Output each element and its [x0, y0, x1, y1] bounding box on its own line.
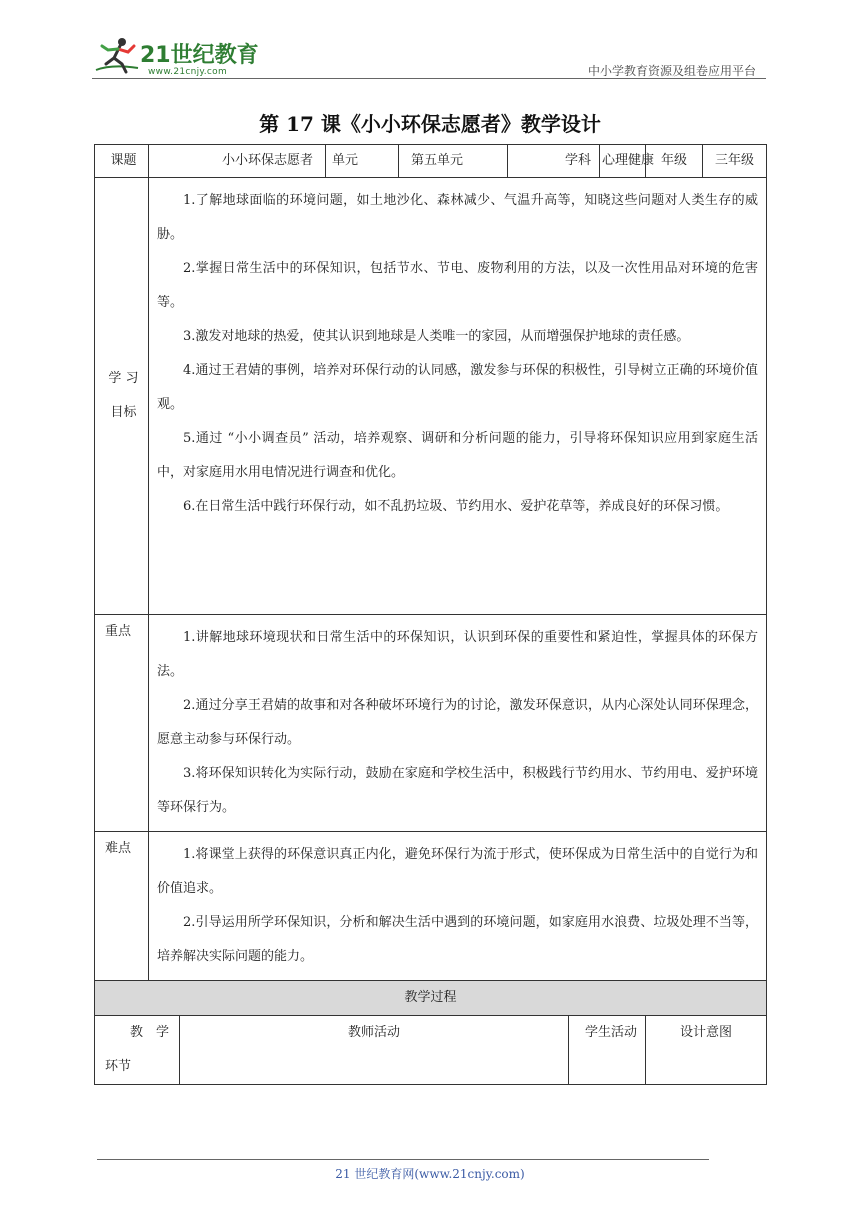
- difficulties-row: [95, 832, 767, 981]
- footer-text[interactable]: 21 世纪教育网(www.21cnjy.com): [335, 1167, 525, 1181]
- key-point-item: 2.通过分享王君婧的故事和对各种破坏环境行为的讨论，激发环保意识，从内心深处认同环保理念，愿意主动参与环保行动。: [157, 698, 759, 747]
- platform-name: 中小学教育资源及组卷应用平台: [587, 64, 756, 78]
- objectives-label-line1: 学 习: [108, 371, 139, 386]
- objective-item: 4.通过王君婧的事例，培养对环保行动的认同感，激发参与环保的积极性，引导树立正确的环境价值观。: [157, 363, 759, 412]
- info-row: [95, 145, 767, 178]
- key-point-item: 1.讲解地球环境现状和日常生活中的环保知识，认识到环保的重要性和紧迫性，掌握具体的环保方法。: [157, 630, 759, 679]
- process-title-row: [95, 981, 767, 1016]
- key-point-item: 3.将环保知识转化为实际行动，鼓励在家庭和学校生活中，积极践行节约用水、节约用电、爱护环境等环保行为。: [157, 766, 759, 815]
- grade-value: 三年级: [703, 145, 767, 178]
- objective-item: 1.了解地球面临的环境问题，如土地沙化、森林减少、气温升高等，知晓这些问题对人类生存的威胁。: [157, 193, 759, 242]
- topic-value: 小小环保志愿者: [149, 145, 326, 178]
- logo-url: www.21cnjy.com: [148, 67, 228, 77]
- teacher-column-header: 教师活动: [180, 1016, 569, 1085]
- objective-item: 2.掌握日常生活中的环保知识，包括节水、节电、废物利用的方法，以及一次性用品对环境的危害等。: [157, 261, 759, 310]
- objectives-label-line2: 目标: [110, 405, 137, 420]
- page-title: 第 17 课《小小环保志愿者》教学设计: [259, 112, 601, 136]
- runner-logo-icon: [92, 34, 142, 78]
- objective-item: 3.激发对地球的热爱，使其认识到地球是人类唯一的家园，从而增强保护地球的责任感。: [183, 329, 690, 344]
- key-points-label: 重点: [95, 615, 149, 832]
- page-header: [92, 30, 764, 80]
- logo-text: 21世纪教育: [140, 43, 259, 68]
- process-header-row: [95, 1016, 767, 1085]
- unit-value: 第五单元: [399, 145, 508, 178]
- grade-label: 年级: [646, 145, 703, 178]
- objective-item: 6.在日常生活中践行环保行动，如不乱扔垃圾、节约用水、爱护花草等，养成良好的环保习惯。: [183, 499, 729, 514]
- stage-column-header: [95, 1016, 180, 1085]
- lesson-plan-table: [94, 144, 767, 1085]
- stage-header-line1: 教 学: [129, 1025, 169, 1040]
- topic-label: 课题: [95, 145, 149, 178]
- key-points-row: [95, 615, 767, 832]
- objectives-content: [149, 178, 767, 615]
- header-divider: [92, 78, 766, 79]
- difficulty-item: 2.引导运用所学环保知识，分析和解决生活中遇到的环境问题，如家庭用水浪费、垃圾处理不当等，培养解决实际问题的能力。: [157, 915, 759, 964]
- objectives-label: [95, 178, 149, 615]
- difficulties-content: [149, 832, 767, 981]
- difficulty-item: 1.将课堂上获得的环保意识真正内化，避免环保行为流于形式，使环保成为日常生活中的自觉行为和价值追求。: [157, 847, 759, 896]
- objective-item: 5.通过 “小小调查员” 活动，培养观察、调研和分析问题的能力，引导将环保知识应用到家庭生活中，对家庭用水用电情况进行调查和优化。: [157, 431, 759, 480]
- stage-header-line2: 环节: [105, 1059, 132, 1074]
- intent-column-header: 设计意图: [646, 1016, 767, 1085]
- process-section-title: 教学过程: [95, 981, 767, 1016]
- difficulties-label: 难点: [95, 832, 149, 981]
- site-logo: [92, 34, 272, 78]
- footer-divider: [97, 1159, 709, 1160]
- subject-value: 心理健康: [600, 145, 646, 178]
- unit-label: 单元: [326, 145, 399, 178]
- objectives-row: [95, 178, 767, 615]
- subject-label: 学科: [508, 145, 600, 178]
- student-column-header: 学生活动: [569, 1016, 646, 1085]
- key-points-content: [149, 615, 767, 832]
